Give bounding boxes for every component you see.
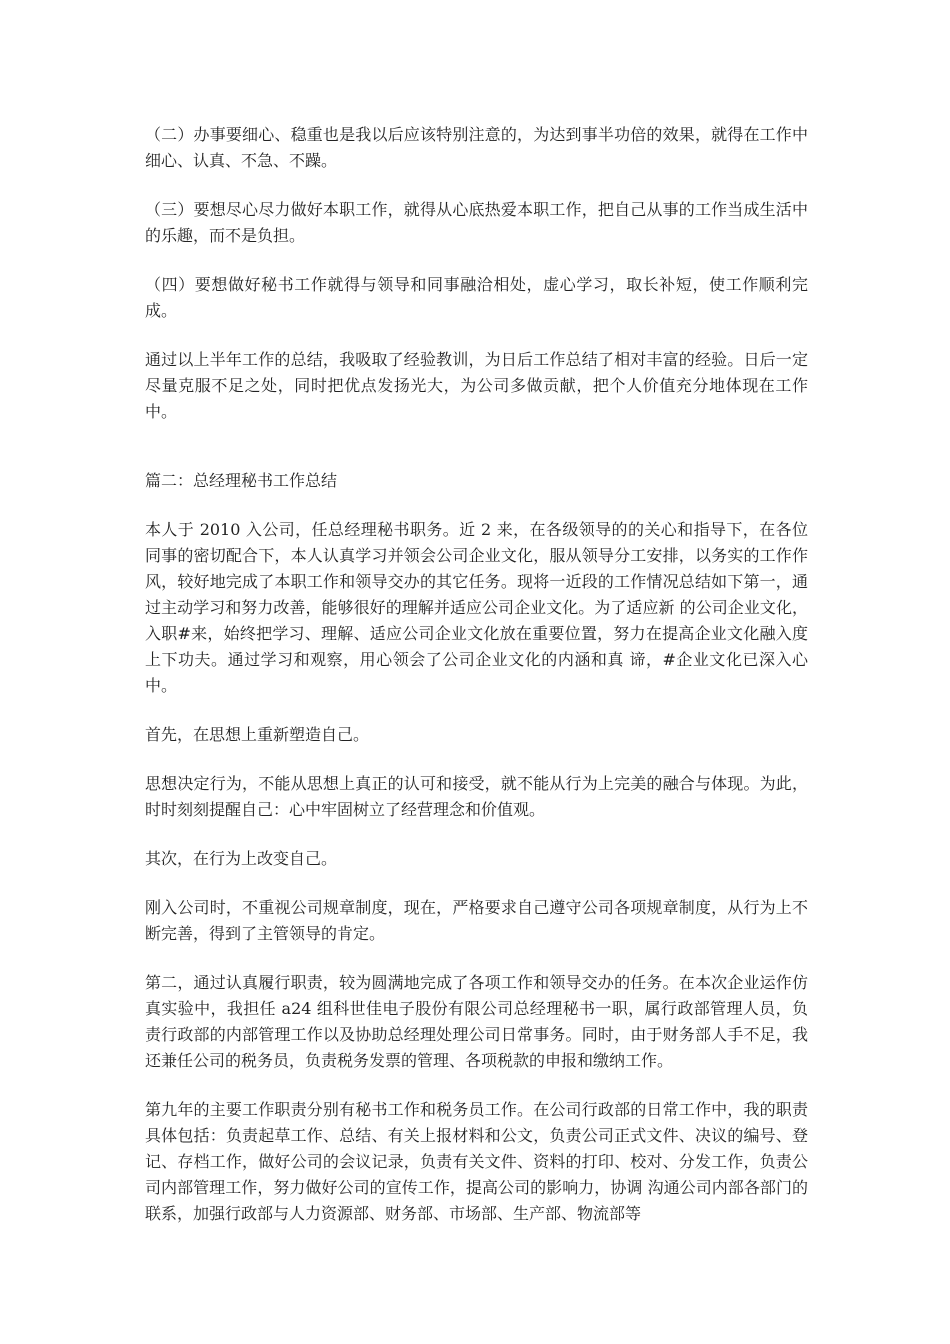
paragraph-behavior: 刚入公司时，不重视公司规章制度，现在，严格要求自己遵守公司各项规章制度，从行为上不断完善，得到了主管领导的肯定。 bbox=[145, 898, 808, 943]
document-body bbox=[145, 122, 808, 1250]
paragraph-thought: 思想决定行为，不能从思想上真正的认可和接受，就不能从行为上完美的融合与体现。为此，时时刻刻提醒自己：心中牢固树立了经营理念和价值观。 bbox=[145, 774, 808, 819]
paragraph-point-two: （二）办事要细心、稳重也是我以后应该特别注意的，为达到事半功倍的效果，就得在工作中细心、认真、不急、不躁。 bbox=[145, 125, 808, 170]
section-heading: 篇二：总经理秘书工作总结 bbox=[145, 471, 338, 490]
paragraph-duties: 第二，通过认真履行职责，较为圆满地完成了各项工作和领导交办的任务。在本次企业运作仿真实验中，我担任 a24 组科世佳电子股份有限公司总经理秘书一职，属行政部管理人员，负责行政部的内部管理工作以及协助总经理处理公司日常事务。同时，由于财务部人手不足，我还兼任公司的税务员，负责税务发票的管理、各项税款的申报和缴纳工作。 bbox=[145, 973, 808, 1070]
paragraph-responsibilities: 第九年的主要工作职责分别有秘书工作和税务员工作。在公司行政部的日常工作中，我的职责具体包括：负责起草工作、总结、有关上报材料和公文，负责公司正式文件、决议的编号、登记、存档工作，做好公司的会议记录，负责有关文件、资料的打印、校对、分发工作，负责公司内部管理工作，努力做好公司的宣传工作，提高公司的影响力，协调 沟通公司内部各部门的联系，加强行政部与人力资源部、财务部、市场部、生产部、物流部等 bbox=[145, 1100, 808, 1223]
paragraph-intro: 本人于 2010 入公司，任总经理秘书职务。近 2 来，在各级领导的的关心和指导下，在各位同事的密切配合下，本人认真学习并领会公司企业文化，服从领导分工安排，以务实的工作作风，较好地完成了本职工作和领导交办的其它任务。现将一近段的工作情况总结如下第一，通过主动学习和努力改善，能够很好的理解并适应公司企业文化。为了适应新 的公司企业文化，入职#来，始终把学习、理解、适应公司企业文化放在重要位置，努力在提高企业文化融入度上下功夫。通过学习和观察，用心领会了公司企业文化的内涵和真 谛，#企业文化已深入心中。 bbox=[145, 520, 808, 695]
paragraph-summary: 通过以上半年工作的总结，我吸取了经验教训，为日后工作总结了相对丰富的经验。日后一定尽量克服不足之处，同时把优点发扬光大，为公司多做贡献，把个人价值充分地体现在工作中。 bbox=[145, 350, 808, 421]
paragraph-second: 其次，在行为上改变自己。 bbox=[145, 849, 338, 868]
paragraph-point-four: （四）要想做好秘书工作就得与领导和同事融洽相处，虚心学习，取长补短，使工作顺利完成。 bbox=[145, 275, 808, 320]
paragraph-first: 首先，在思想上重新塑造自己。 bbox=[145, 725, 370, 744]
paragraph-point-three: （三）要想尽心尽力做好本职工作，就得从心底热爱本职工作，把自己从事的工作当成生活中的乐趣，而不是负担。 bbox=[145, 200, 808, 245]
